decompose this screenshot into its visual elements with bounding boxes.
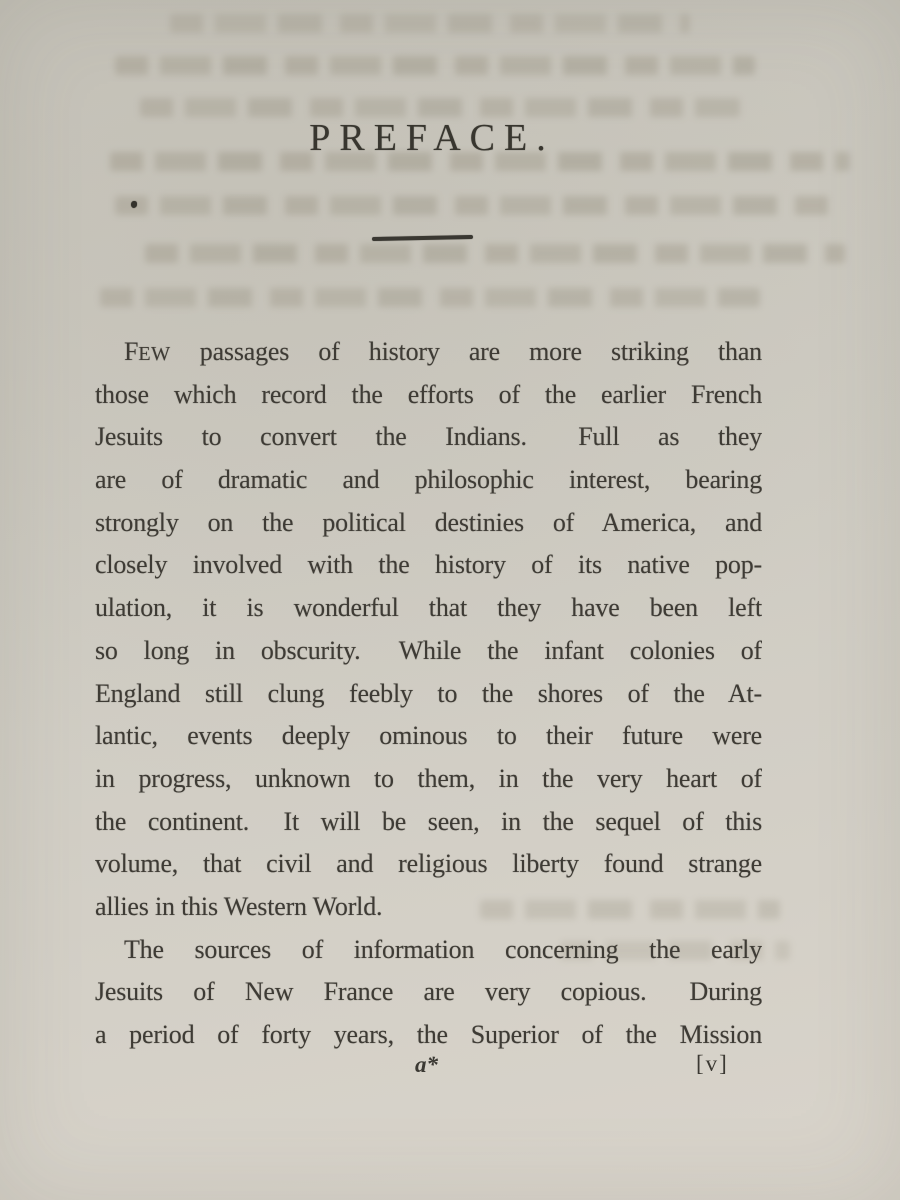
text-line (95, 331, 762, 374)
bleed-through-line (170, 14, 690, 33)
text-line: in progress, unknown to them, in the very heart of (95, 763, 762, 793)
title-divider-rule (372, 235, 473, 241)
text-line: lantic, events deeply ominous to their future were (95, 721, 762, 751)
page-number: [v] (696, 1051, 729, 1076)
page-title: PREFACE. (309, 117, 555, 159)
text-line: allies in this Western World. (95, 891, 383, 921)
text-line: a period of forty years, the Superior of the Mission (95, 1020, 762, 1049)
text-line: Jesuits to convert the Indians. Full as they (95, 422, 762, 452)
text-line: strongly on the political destinies of America, and (95, 507, 762, 537)
text-line: the continent. It will be seen, in the sequel of this (95, 806, 762, 836)
bleed-through-line (140, 98, 740, 117)
preface-paragraph-2 (95, 929, 762, 1057)
bleed-through-line (145, 244, 845, 263)
bleed-through-line (115, 56, 755, 75)
text-line: ulation, it is wonderful that they have been left (95, 593, 762, 623)
text-line: so long in obscurity. While the infant colonies of (95, 635, 762, 665)
text-line: are of dramatic and philosophic interest, bearing (95, 465, 762, 495)
bleed-through-line (100, 288, 760, 307)
text-line: volume, that civil and religious liberty found strange (95, 849, 762, 879)
preface-body (95, 331, 762, 1057)
small-caps: EW (138, 343, 171, 365)
text-line: closely involved with the history of its native pop- (95, 550, 762, 580)
drop-cap: F (124, 337, 139, 366)
text-line: those which record the efforts of the earlier French (95, 379, 762, 409)
preface-paragraph-1 (95, 331, 762, 929)
bleed-through-line (115, 196, 830, 215)
text-line: The sources of information concerning the early (124, 934, 762, 964)
line-text: passages of history are more striking than (170, 337, 762, 366)
text-line: England still clung feebly to the shores of the At- (95, 678, 762, 708)
text-line: Jesuits of New France are very copious. During (95, 977, 762, 1007)
signature-mark: a* (415, 1052, 438, 1077)
page-footer (95, 1048, 762, 1088)
